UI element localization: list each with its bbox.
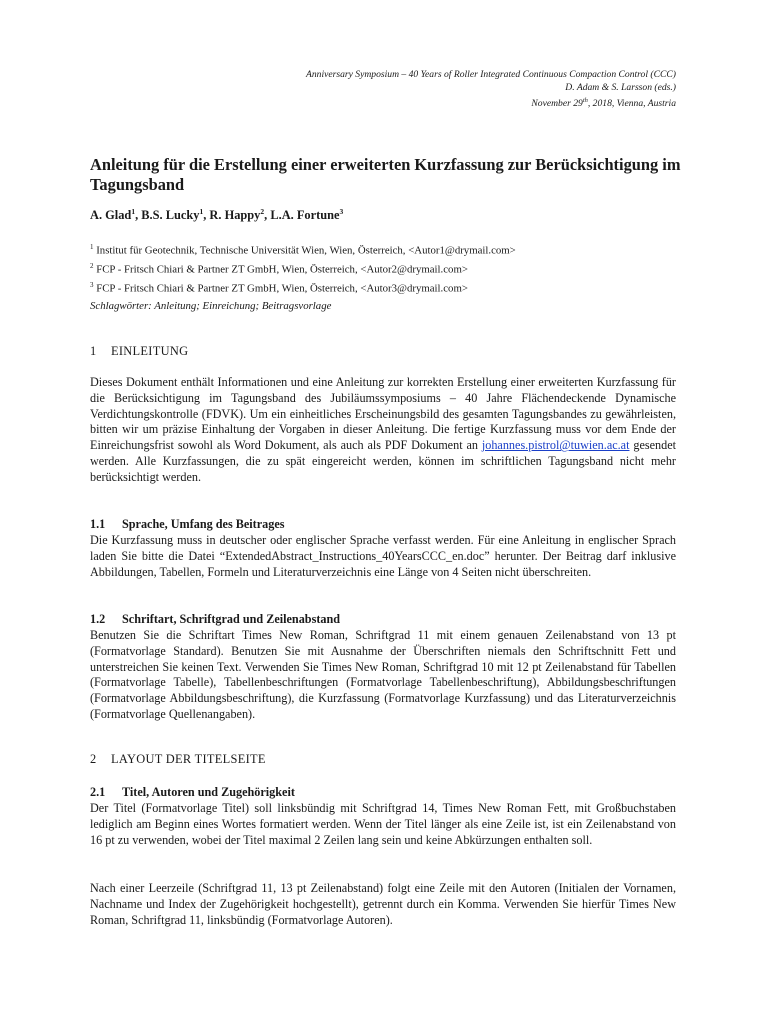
email-link[interactable]: johannes.pistrol@tuwien.ac.at — [481, 438, 630, 453]
subsection-1-2-paragraph: Benutzen Sie die Schriftart Times New Roman, Schriftgrad 11 mit einem genauen Zeilenabstand von 13 pt (Formatvorlage Standard). Benutzen Sie mit Ausnahme der Überschriften niemals den Schriftschnitt Fett und unterstreichen Sie keinen Text. Verwenden Sie Times New Roman, Schriftgrad 10 mit 12 pt Zeilenabstand für Tabellen (Formatvorlage Tabelle), Tabellenbeschriftungen (Formatvorlage Tabellenbeschriftung), Abbildungsbeschriftungen (Formatvorlage Abbildungsbeschriftung), die Kurzfassung (Formatvorlage Kurzfassung) und das Literaturverzeichnis (Formatvorlage Quellenangaben). — [90, 628, 676, 721]
author: A. Glad$^1$, — [90, 207, 142, 223]
subsection-heading: 1.2 Schriftart, Schriftgrad und Zeilenabstand — [90, 612, 341, 626]
author: B.S. Lucky$^1$, — [141, 207, 210, 223]
editors: D. Adam & S. Larsson (eds.) — [565, 82, 676, 93]
section-1-paragraph: Dieses Dokument enthält Informationen und eine Anleitung zur korrekten Erstellung einer erweiterten Kurzfassung für die Berücksichtigung im Tagungsband des Jubiläumssymposiums – 40 Jahre Flächendeckende Dynamische Verdichtungskontrolle (FDVK). Um ein einheitliches Erscheinungsbild des gesamten Tagungsbandes zu gewährleisten, bitten wir um präzise Einhaltung der Vorgaben in dieser Anleitung. Die fertige Kurzfassung muss vor dem Ende der Einreichungsfrist sowohl als Word Dokument, als auch als PDF Dokument an johannes.pistrol@tuwien.ac.at gesendet werden. Alle Kurzfassungen, die zu spät eingereicht werden, können im schriftlichen Tagungsband nicht mehr berücksichtigt werden. — [90, 375, 677, 484]
section-heading: 2 LAYOUT DER TITELSEITE — [90, 752, 266, 766]
conference-header — [306, 68, 676, 110]
affiliation: $^1$ Institut für Geotechnik, Technische Universität Wien, Wien, Österreich, <Autor1@drymail.com> — [90, 243, 516, 257]
section-heading: 1 EINLEITUNG — [90, 344, 189, 358]
conference-name: Anniversary Symposium – 40 Years of Roller Integrated Continuous Compaction Control (CCC) — [306, 69, 676, 80]
affiliation: $^2$ FCP - Fritsch Chiari & Partner ZT GmbH, Wien, Österreich, <Autor2@drymail.com> — [90, 262, 468, 276]
subsection-heading: 1.1 Sprache, Umfang des Beitrages — [90, 517, 285, 531]
subsection-2-1-paragraph-2: Nach einer Leerzeile (Schriftgrad 11, 13 pt Zeilenabstand) folgt eine Zeile mit den Autoren (Initialen der Vornamen, Nachname und Index der Zugehörigkeit hochgestellt), getrennt durch ein Komma. Verwenden Sie hierfür Times New Roman, Schriftgrad 11, linksbündig (Formatvorlage Autoren). — [90, 881, 676, 927]
affiliations — [90, 240, 690, 297]
keywords: Schlagwörter: Anleitung; Einreichung; Beitragsvorlage — [90, 300, 332, 312]
subsection-heading: 2.1 Titel, Autoren und Zugehörigkeit — [90, 785, 295, 799]
author: R. Happy$^2$, — [209, 207, 271, 223]
subsection-1-1-paragraph: Die Kurzfassung muss in deutscher oder englischer Sprache verfasst werden. Für eine Anleitung in englischer Sprach laden Sie bitte die Datei “ExtendedAbstract_Instructions_40YearsCCC_en.doc” herunter. Der Beitrag darf inklusive Abbildungen, Tabellen, Formeln und Literaturverzeichnis eine Länge von 4 Seiten nicht überschreiten. — [90, 533, 676, 579]
subsection-2-1-paragraph: Der Titel (Formatvorlage Titel) soll linksbündig mit Schriftgrad 14, Times New Roman Fett, mit Großbuchstaben lediglich am Beginn eines Wortes formatiert werden. Wenn der Titel länger als eine Zeile ist, ist ein Zeilenabstand von 16 pt zu verwenden, wobei der Titel maximal 2 Zeilen lang sein und keine Abkürzungen enthalten soll. — [90, 801, 676, 847]
author: L.A. Fortune$^3$ — [270, 207, 344, 223]
author-line — [90, 207, 343, 223]
conference-date: November 29th, 2018, Vienna, Austria — [531, 97, 676, 110]
paper-title: Anleitung für die Erstellung einer erweiterten Kurzfassung zur Berücksichtigung im Tagungsband — [90, 155, 681, 194]
affiliation: $^3$ FCP - Fritsch Chiari & Partner ZT GmbH, Wien, Österreich, <Autor3@drymail.com> — [90, 281, 468, 295]
